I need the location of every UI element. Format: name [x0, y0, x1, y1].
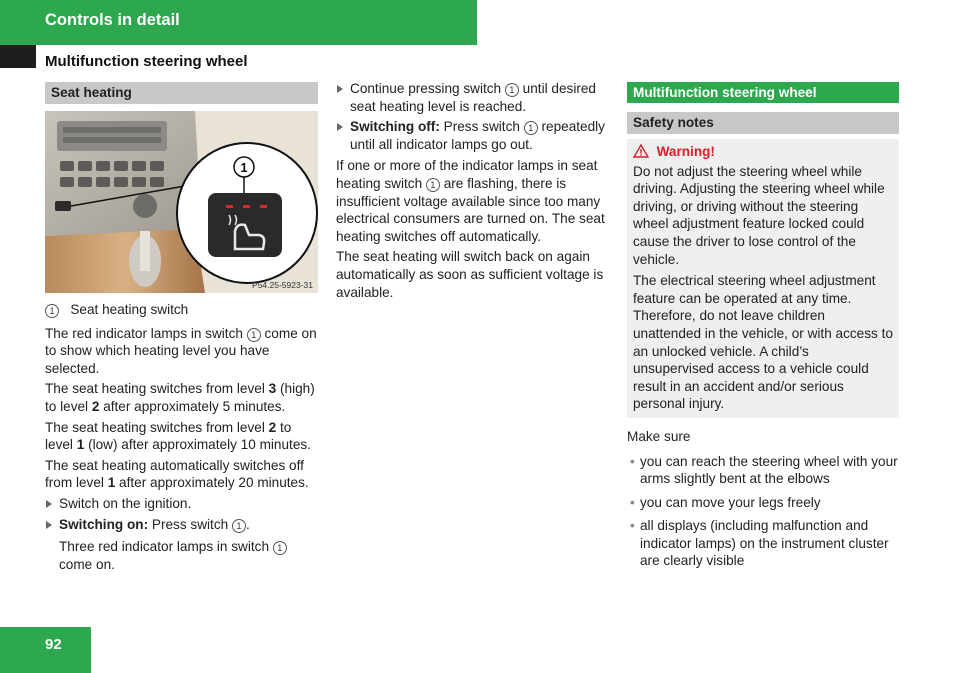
photo-caption — [45, 301, 318, 319]
callout-marker: 1 — [505, 83, 519, 97]
seat-heating-heading: Seat heating — [45, 82, 318, 104]
paragraph-flashing-lamps: If one or more of the indicator lamps in seat heating switch 1 are flashing, there is insufficient voltage available since too many electrical consumers are turned on. The seat heating switches off automatically. — [336, 158, 605, 244]
caption-text: Seat heating switch — [70, 302, 189, 317]
page-number: 92 — [45, 636, 62, 653]
seat-heating-photo — [45, 111, 318, 293]
paragraph-auto-off: The seat heating automatically switches off from level 1 after approximately 20 minutes. — [45, 457, 309, 491]
dashboard-illustration — [45, 111, 318, 293]
column-steering-wheel — [627, 82, 899, 576]
paragraph-indicator-lamps: The red indicator lamps in switch 1 come on to show which heating level you have selected. — [45, 325, 317, 376]
warning-triangle-icon — [633, 144, 649, 158]
photo-code: P54.25-5923-31 — [252, 280, 313, 290]
list-item: • all displays (including malfunction and indicator lamps) on the instrument cluster are clearly visible — [630, 518, 889, 569]
column-seat-heating — [45, 82, 318, 573]
paragraph-switch-back-on: The seat heating will switch back on again automatically as soon as sufficient voltage is available. — [336, 249, 604, 300]
instruction-step: Continue pressing switch 1 until desired seat heating level is reached. — [336, 80, 611, 115]
callout-marker: 1 — [232, 519, 246, 533]
step-arrow-icon — [46, 521, 52, 529]
instruction-step: Switching off: Press switch 1 repeatedly until all indicator lamps go out. — [336, 118, 611, 153]
chapter-title: Controls in detail — [45, 11, 180, 29]
section-tab-marker — [0, 45, 36, 68]
step-result: Three red indicator lamps in switch 1 come on. — [45, 538, 318, 573]
callout-marker: 1 — [45, 304, 59, 318]
warning-box — [627, 139, 899, 418]
list-item: • you can move your legs freely — [630, 494, 821, 510]
paragraph-level-3-to-2: The seat heating switches from level 3 (high) to level 2 after approximately 5 minutes. — [45, 381, 315, 414]
steering-wheel-heading: Multifunction steering wheel — [627, 82, 899, 103]
callout-marker: 1 — [524, 121, 538, 135]
callout-marker: 1 — [247, 328, 261, 342]
callout-marker: 1 — [273, 541, 287, 555]
section-title: Multifunction steering wheel — [45, 53, 248, 70]
safety-notes-heading: Safety notes — [627, 112, 899, 134]
callout-number: 1 — [240, 160, 248, 175]
warning-heading: Warning! — [633, 143, 893, 161]
step-arrow-icon — [337, 85, 343, 93]
list-item: • you can reach the steering wheel with your arms slightly bent at the elbows — [630, 453, 898, 487]
callout-marker: 1 — [426, 178, 440, 192]
step-arrow-icon — [46, 500, 52, 508]
page-number-block — [0, 627, 91, 673]
warning-paragraph: Do not adjust the steering wheel while driving. Adjusting the steering wheel while driving, or driving without the steering wheel adjustment feature locked could cause the driver to lose control of the vehicle. — [633, 163, 885, 267]
warning-paragraph: The electrical steering wheel adjustment feature can be operated at any time. Therefore, do not leave children unattended in the vehicle, or with access to an unlocked vehicle. A child’s unsupervised access to a vehicle could result in an accident and/or serious personal injury. — [633, 273, 893, 412]
paragraph-level-2-to-1: The seat heating switches from level 2 to level 1 (low) after approximately 10 minutes. — [45, 419, 311, 453]
chapter-header — [0, 0, 477, 45]
make-sure-label: Make sure — [627, 428, 691, 444]
column-seat-heating-continued — [336, 80, 611, 304]
instruction-step: Switching on: Press switch 1 . — [45, 516, 318, 534]
instruction-step: Switch on the ignition. — [45, 495, 318, 513]
step-arrow-icon — [337, 123, 343, 131]
